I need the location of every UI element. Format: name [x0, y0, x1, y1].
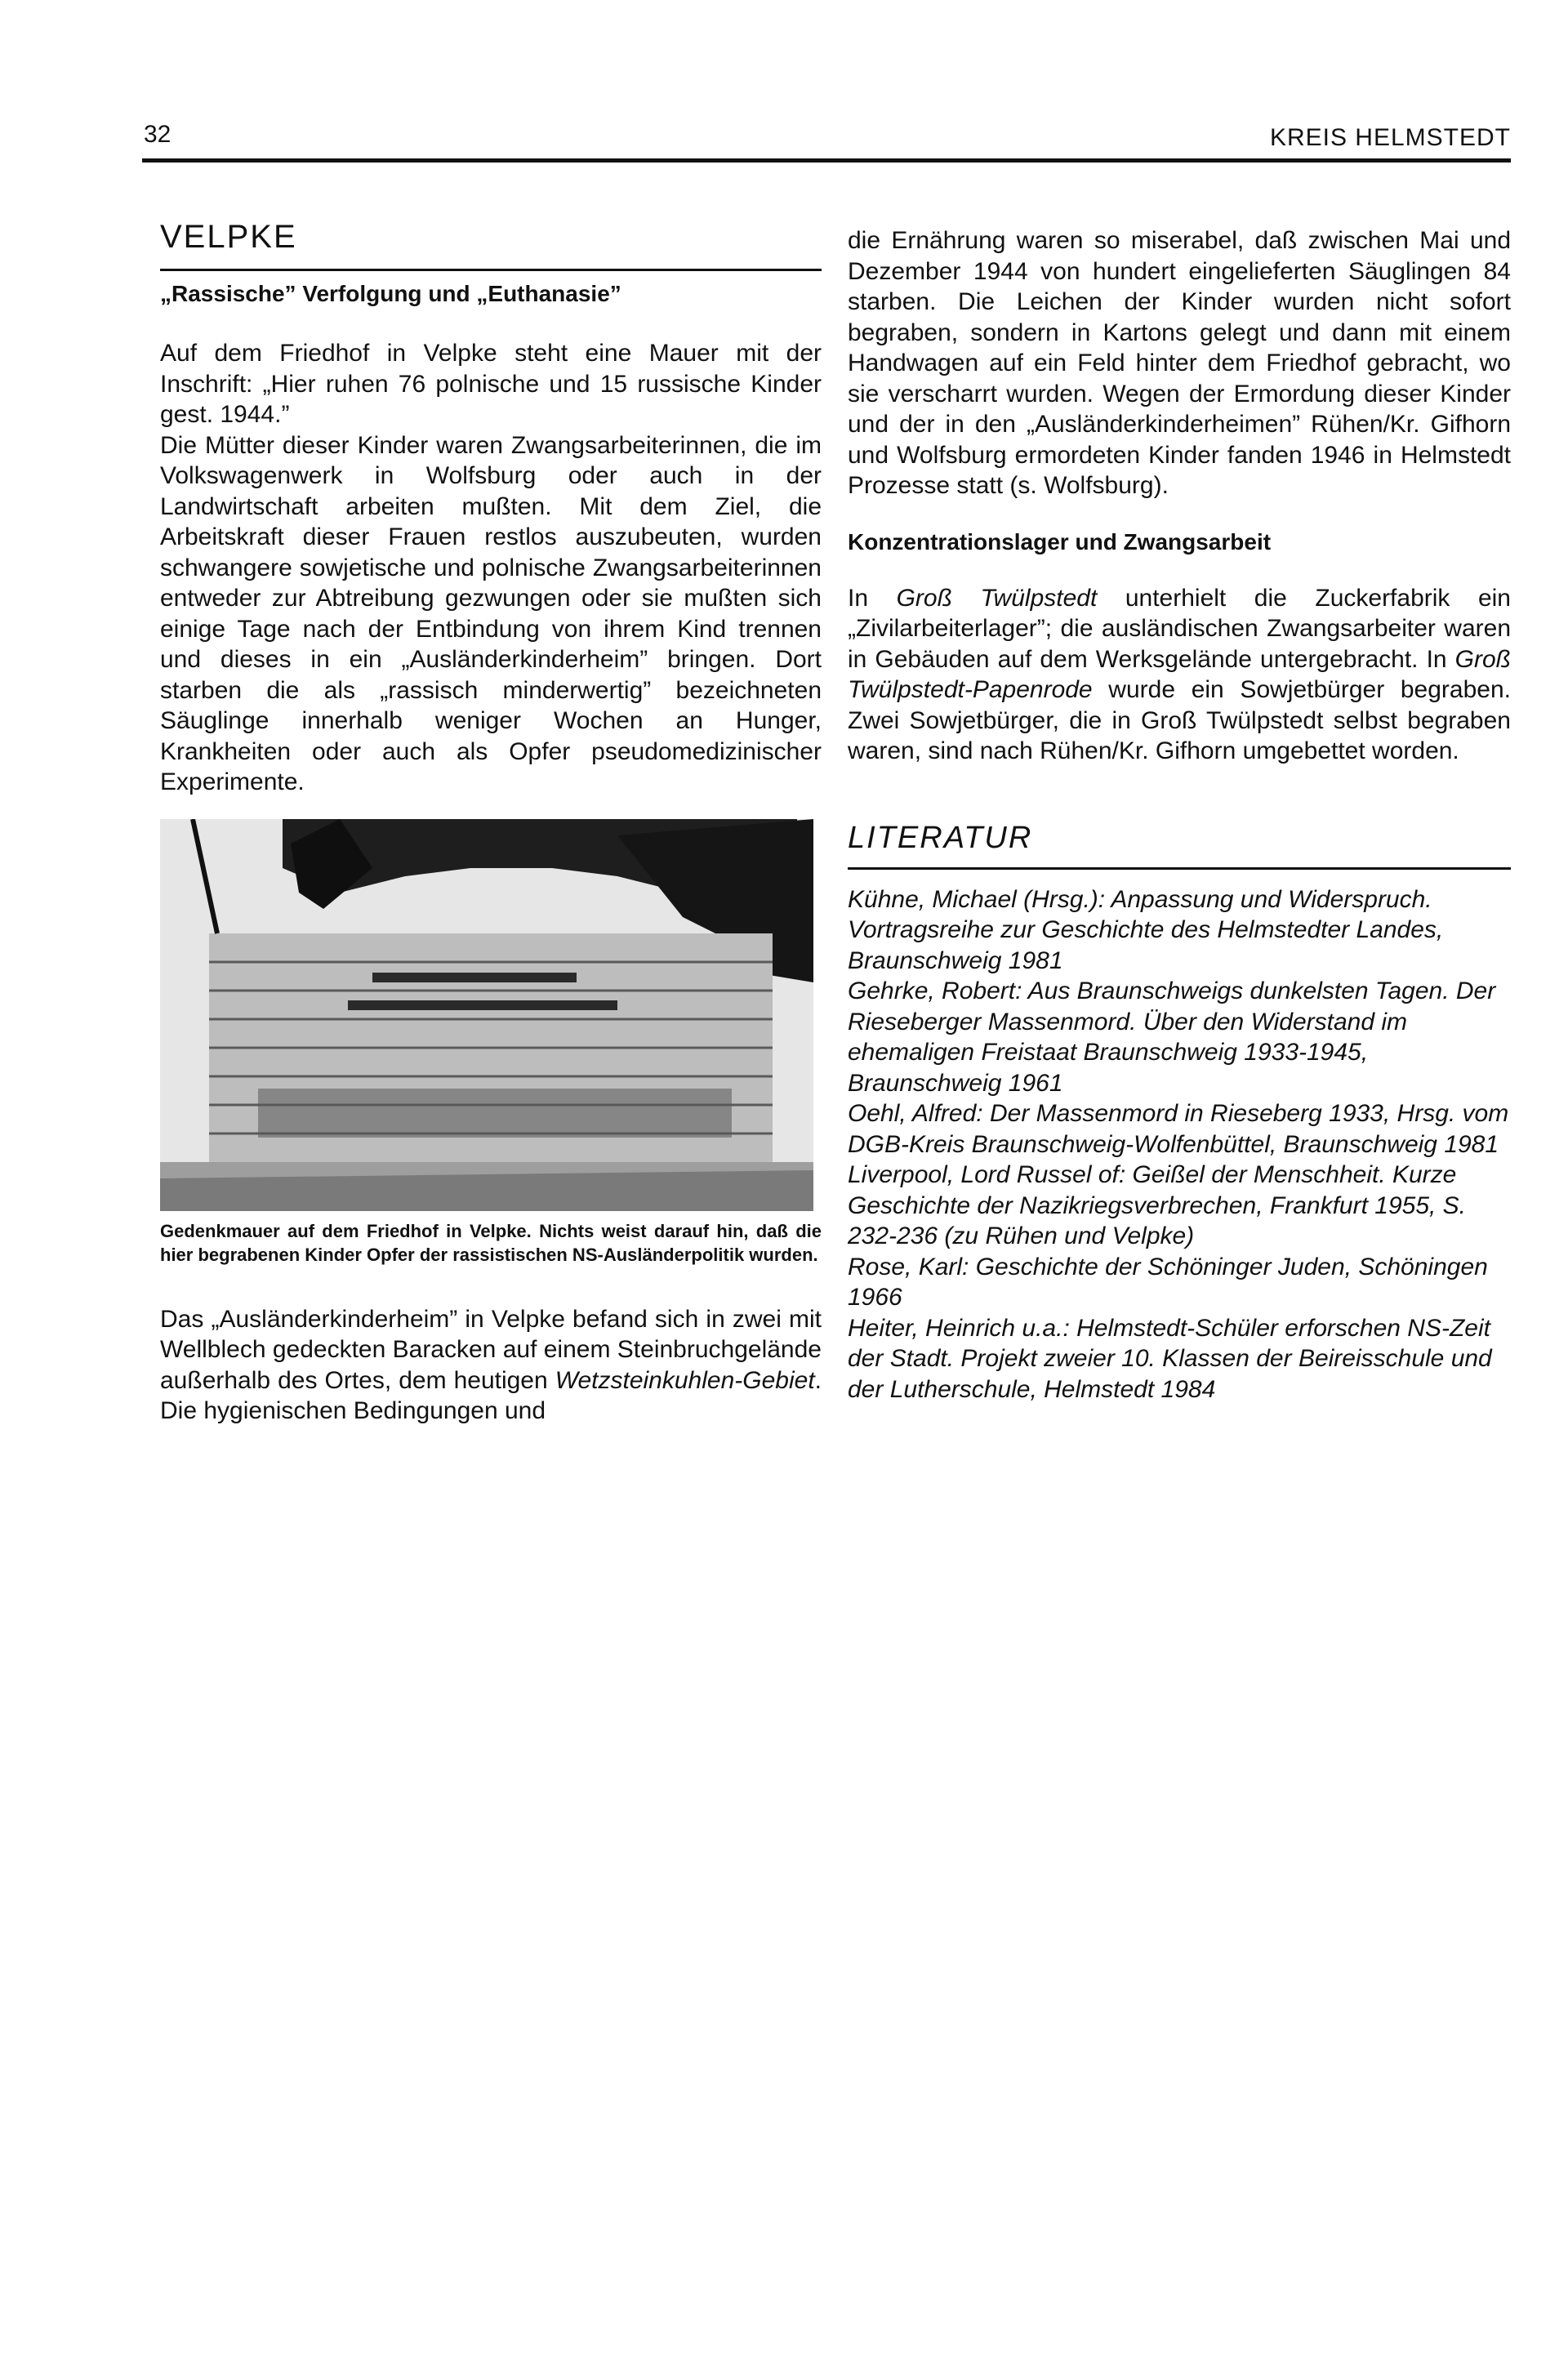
- literature-rule: [848, 867, 1511, 870]
- paragraph: Das „Ausländerkinderheim” in Velpke befand sich in zwei mit Wellblech gedeckten Baracken auf einem Steinbruchgelände außerhalb des Ortes, dem heutigen Wetzsteinkuhlen-Gebiet. Die hygienischen Bedingungen und: [160, 1305, 822, 1424]
- left-column: [160, 212, 822, 1427]
- running-header: KREIS HELMSTEDT: [1269, 124, 1511, 151]
- literature-item: Gehrke, Robert: Aus Braunschweigs dunkelsten Tagen. Der Rieseberger Massenmord. Über den Widerstand im ehemaligen Freistaat Braunschweig 1933-1945, Braunschweig 1961: [848, 978, 1496, 1097]
- literature-item: Oehl, Alfred: Der Massenmord in Rieseberg 1933, Hrsg. vom DGB-Kreis Braunschweig-Wolfenbüttel, Braunschweig 1981: [848, 1100, 1509, 1158]
- right-column: [848, 225, 1511, 1405]
- paragraph: Die Mütter dieser Kinder waren Zwangsarbeiterinnen, die im Volkswagenwerk in Wolfsburg oder auch in der Landwirtschaft arbeiten mußten. Mit dem Ziel, die Arbeitskraft dieser Frauen restlos auszubeuten, wurden schwangere sowjetische und polnische Zwangsarbeiterinnen entweder zur Abtreibung gezwungen oder sie mußten sich einige Tage nach der Entbindung von ihrem Kind trennen und dieses in ein „Ausländerkinderheim” bringen. Dort starben die als „rassisch minderwertig” bezeichneten Säuglinge innerhalb weniger Wochen an Hunger, Krankheiten oder auch als Opfer pseudomedizinischer Experimente.: [160, 431, 822, 795]
- literature-item: Kühne, Michael (Hrsg.): Anpassung und Widerspruch. Vortragsreihe zur Geschichte des Helmstedter Landes, Braunschweig 1981: [848, 885, 1444, 974]
- subheading: „Rassische” Verfolgung und „Euthanasie”: [160, 281, 621, 306]
- literature-title: LITERATUR: [848, 820, 1033, 855]
- literature-item: Rose, Karl: Geschichte der Schöninger Juden, Schöningen 1966: [848, 1253, 1488, 1311]
- photo-caption: Gedenkmauer auf dem Friedhof in Velpke. Nichts weist darauf hin, daß die hier begrabenen Kinder Opfer der rassistischen NS-Ausländerpolitik wurden.: [160, 1220, 822, 1265]
- paragraph: In Groß Twülpstedt unterhielt die Zuckerfabrik ein „Zivilarbeiterlager”; die ausländischen Zwangsarbeiter waren in Gebäuden auf dem Werksgelände untergebracht. In Groß Twülpstedt-Papenrode wurde ein Sowjetbürger begraben. Zwei Sowjetbürger, die in Groß Twülpstedt selbst begraben waren, sind nach Rühen/Kr. Gifhorn umgebettet worden.: [848, 584, 1511, 764]
- literature-list: [848, 884, 1511, 1405]
- memorial-wall-image: [160, 819, 813, 1211]
- section-rule: [160, 269, 822, 271]
- literature-item: Liverpool, Lord Russel of: Geißel der Menschheit. Kurze Geschichte der Nazikriegsverbrechen, Frankfurt 1955, S. 232-236 (zu Rühen und Velpke): [848, 1161, 1467, 1249]
- section-title: VELPKE: [160, 219, 297, 255]
- header-rule: [142, 158, 1511, 163]
- paragraph: Auf dem Friedhof in Velpke steht eine Mauer mit der Inschrift: „Hier ruhen 76 polnische und 15 russische Kinder gest. 1944.”: [160, 340, 822, 428]
- subheading: Konzentrationslager und Zwangsarbeit: [848, 528, 1272, 554]
- memorial-wall-photo: [160, 819, 813, 1211]
- page-number: 32: [144, 121, 172, 148]
- literature-item: Heiter, Heinrich u.a.: Helmstedt-Schüler erforschen NS-Zeit der Stadt. Projekt zweier 10. Klassen der Beireisschule und der Lutherschule, Helmstedt 1984: [848, 1314, 1492, 1403]
- paragraph: die Ernährung waren so miserabel, daß zwischen Mai und Dezember 1944 von hundert eingelieferten Säuglingen 84 starben. Die Leichen der Kinder wurden nicht sofort begraben, sondern in Kartons gelegt und dann mit einem Handwagen auf ein Feld hinter dem Friedhof gebracht, wo sie verscharrt wurden. Wegen der Ermordung dieser Kinder und der in den „Ausländerkinderheimen” Rühen/Kr. Gifhorn und Wolfsburg ermordeten Kinder fanden 1946 in Helmstedt Prozesse statt (s. Wolfsburg).: [848, 227, 1511, 499]
